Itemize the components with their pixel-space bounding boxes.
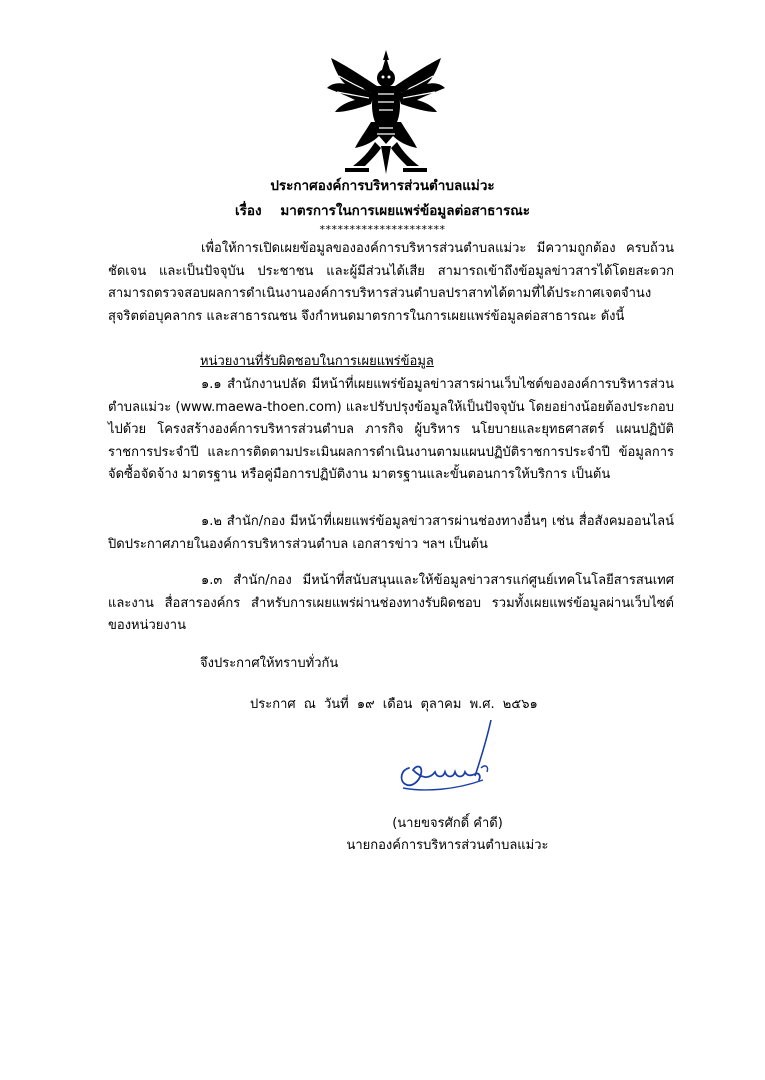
title-separator: *********************: [319, 223, 446, 236]
signer-title: นายกองค์การบริหารส่วนตำบลแม่วะ: [346, 838, 549, 853]
announcement-subject-line: [0, 201, 765, 221]
subject-text: มาตรการในการเผยแพร่ข้อมูลต่อสาธารณะ: [280, 203, 531, 219]
section-title: หน่วยงานที่รับผิดชอบในการเผยแพร่ข้อมูล: [200, 354, 434, 369]
garuda-emblem-icon: [325, 48, 447, 176]
item-1-2: [108, 511, 674, 556]
subject-label: เรื่อง: [234, 203, 262, 219]
item-1-3-text: ๑.๓ สำนัก/กอง มีหน้าที่สนับสนุนและให้ข้อมูลข่าวสารแก่ศูนย์เทคโนโลยีสารสนเทศและงาน สื่อสารองค์กร สำหรับการเผยแพร่ผ่านช่องทางรับผิดชอบ รวมทั้งเผยแพร่ข้อมูลผ่านเว็บไซต์ของหน่วยงาน: [108, 573, 674, 633]
intro-text: เพื่อให้การเปิดเผยข้อมูลขององค์การบริหารส่วนตำบลแม่วะ มีความถูกต้อง ครบถ้วน ชัดเจน และเป็นปัจจุบัน ประชาชน และผู้มีส่วนได้เสีย สามารถเข้าถึงข้อมูลข่าวสารได้โดยสะดวก สามารถตรวจสอบผลการดำเนินงานองค์การบริหารส่วนตำบลปราสาทได้ตามที่ได้ประกาศเจตจำนงสุจริตต่อบุคลากร และสาธารณชน จึงกำหนดมาตรการในการเผยแพร่ข้อมูลต่อสาธารณะ ดังนี้: [108, 241, 674, 324]
item-1-1-text: ๑.๑ สำนักงานปลัด มีหน้าที่เผยแพร่ข้อมูลข่าวสารผ่านเว็บไซต์ขององค์การบริหารส่วนตำบลแม่วะ (www.maewa-thoen.com) และปรับปรุงข้อมูลให้เป็นปัจจุบัน โดยอย่างน้อยต้องประกอบไปด้วย โครงสร้างองค์การบริหารส่วนตำบล ภารกิจ ผู้บริหาร นโยบายและยุทธศาสตร์ แผนปฏิบัติราชการประจำปี และการติดตามประเมินผลการดำเนินงานตามแผนปฏิบัติราชการประจำปี ข้อมูลการจัดซื้อจัดจ้าง มาตรฐาน หรือคู่มือการปฏิบัติงาน มาตรฐานและขั้นตอนการให้บริการ เป็นต้น: [108, 377, 674, 482]
closing-line: จึงประกาศให้ทราบทั่วกัน: [200, 656, 339, 671]
item-1-1: [108, 374, 674, 487]
item-1-2-text: ๑.๒ สำนัก/กอง มีหน้าที่เผยแพร่ข้อมูลข่าวสารผ่านช่องทางอื่นๆ เช่น สื่อสังคมออนไลน์ ปิดประกาศภายในองค์การบริหารส่วนตำบล เอกสารข่าว ฯลฯ เป็นต้น: [108, 514, 674, 552]
date-line: ประกาศ ณ วันที่ ๑๙ เดือน ตุลาคม พ.ศ. ๒๕๖๑: [250, 697, 538, 712]
handwritten-signature: [395, 718, 515, 798]
signer-name: (นายขจรศักดิ์ คำดี): [392, 816, 503, 831]
announcement-title: ประกาศองค์การบริหารส่วนตำบลแม่วะ: [270, 178, 495, 194]
intro-paragraph: [108, 238, 674, 328]
item-1-3: [108, 570, 674, 638]
